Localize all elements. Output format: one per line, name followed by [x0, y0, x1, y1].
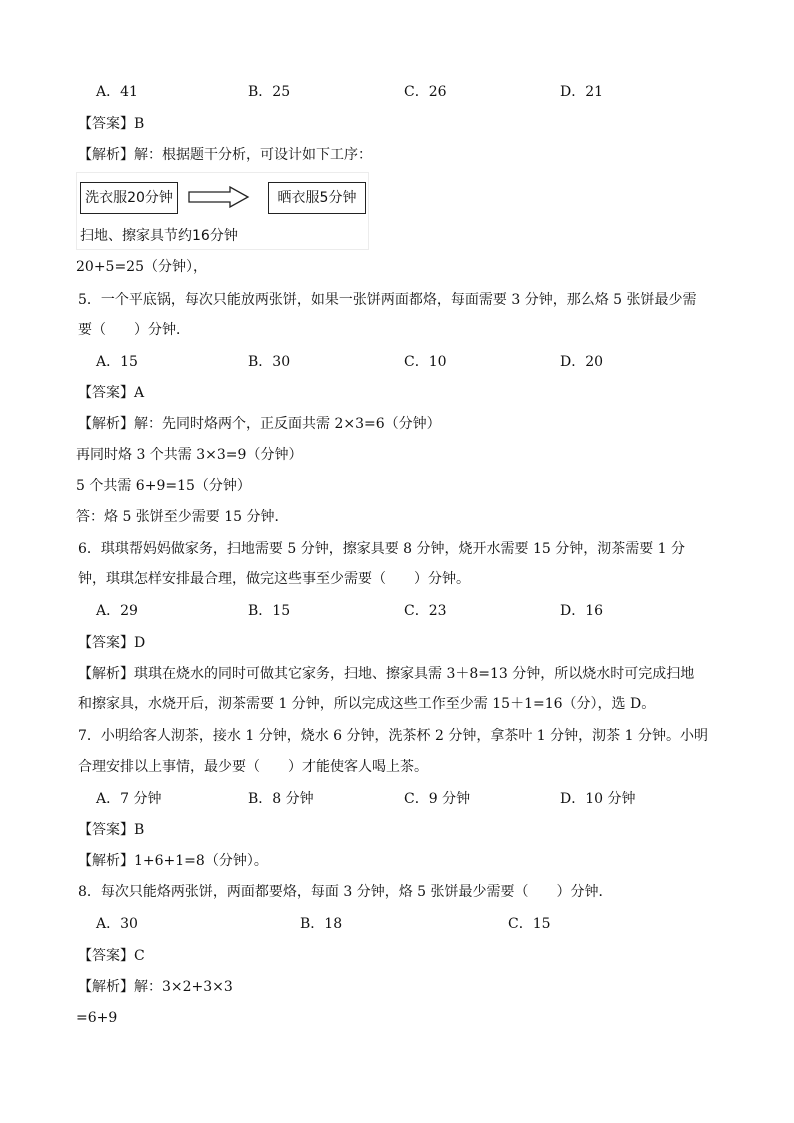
- q7-stem-line1: 7．小明给客人沏茶，接水 1 分钟，烧水 6 分钟，洗茶杯 2 分钟，拿茶叶 1 分钟，沏茶 1 分钟。小明: [78, 728, 708, 744]
- q5-analysis-line: [78, 414, 441, 434]
- analysis-tag: 【解析】: [78, 666, 134, 682]
- q4-option-c: C．26: [404, 84, 447, 100]
- analysis-tag: 【解析】: [78, 147, 134, 163]
- q6-option-b: B．15: [248, 603, 291, 619]
- diagram-box-dry: 晒衣服5分钟: [268, 182, 366, 214]
- q4-answer-line: [78, 114, 144, 134]
- answer-tag: 【答案】: [78, 116, 134, 132]
- diagram-box-wash: 洗衣服20分钟: [80, 182, 178, 214]
- q8-analysis-line: [78, 977, 233, 997]
- q8-stem-line1: 8．每次只能烙两张饼，两面都要烙，每面 3 分钟，烙 5 张饼最少需要（ ）分钟．: [78, 884, 613, 900]
- q7-option-a: A．7 分钟: [96, 791, 162, 807]
- answer-tag: 【答案】: [78, 385, 134, 401]
- q5-stem-line1: 5．一个平底锅，每次只能放两张饼，如果一张饼两面都烙，每面需要 3 分钟，那么烙 5 张饼最少需: [78, 292, 697, 308]
- q7-analysis-line: [78, 851, 268, 871]
- q4-option-b: B．25: [248, 84, 291, 100]
- q5-answer-line: [78, 383, 144, 403]
- q7-option-b: B．8 分钟: [248, 791, 314, 807]
- q8-option-b: B．18: [300, 916, 343, 932]
- answer-value: B: [134, 116, 145, 132]
- q5-analysis-line2: 再同时烙 3 个共需 3×3=9（分钟）: [76, 447, 303, 463]
- analysis-text: 解：先同时烙两个，正反面共需 2×3=6（分钟）: [134, 416, 441, 432]
- q5-option-d: D．20: [560, 354, 604, 370]
- analysis-text: 解：根据题干分析，可设计如下工序：: [134, 147, 372, 163]
- q4-analysis-line: [78, 145, 372, 165]
- answer-value: A: [134, 385, 145, 401]
- answer-value: B: [134, 822, 145, 838]
- q5-analysis-line3: 5 个共需 6+9=15（分钟）: [76, 478, 251, 494]
- right-arrow-icon: [188, 186, 250, 208]
- q8-analysis-line2: =6+9: [76, 1010, 118, 1026]
- q7-option-d: D．10 分钟: [560, 791, 636, 807]
- answer-value: D: [134, 635, 146, 651]
- q6-stem-line2: 钟，琪琪怎样安排最合理，做完这些事至少需要（ ）分钟。: [78, 571, 470, 587]
- q4-result: 20+5=25（分钟），: [76, 259, 207, 275]
- q4-option-a: A．41: [96, 84, 138, 100]
- q6-stem-line1: 6．琪琪帮妈妈做家务，扫地需要 5 分钟，擦家具要 8 分钟，烧开水需要 15 分钟，沏茶需要 1 分: [78, 541, 686, 557]
- q7-stem-line2: 合理安排以上事情，最少要（ ）才能使客人喝上茶。: [78, 759, 428, 775]
- q6-option-a: A．29: [96, 603, 138, 619]
- q4-option-d: D．21: [560, 84, 604, 100]
- q6-option-d: D．16: [560, 603, 604, 619]
- q6-analysis-line2: 和擦家具，水烧开后，沏茶需要 1 分钟，所以完成这些工作至少需 15＋1=16（分），选 D。: [78, 696, 656, 712]
- analysis-tag: 【解析】: [78, 979, 134, 995]
- q6-option-c: C．23: [404, 603, 447, 619]
- answer-tag: 【答案】: [78, 948, 134, 964]
- q6-answer-line: [78, 633, 145, 653]
- q6-analysis-line: [78, 664, 694, 684]
- q5-option-a: A．15: [96, 354, 138, 370]
- q8-option-c: C．15: [508, 916, 551, 932]
- analysis-tag: 【解析】: [78, 416, 134, 432]
- q5-option-b: B．30: [248, 354, 291, 370]
- analysis-tag: 【解析】: [78, 853, 134, 869]
- q7-answer-line: [78, 820, 144, 840]
- q8-answer-line: [78, 946, 145, 966]
- analysis-text: 解：3×2+3×3: [134, 979, 233, 995]
- q5-stem-line2: 要（ ）分钟．: [78, 322, 190, 338]
- q5-analysis-line4: 答：烙 5 张饼至少需要 15 分钟．: [76, 509, 289, 525]
- answer-value: C: [134, 948, 145, 964]
- q5-option-c: C．10: [404, 354, 447, 370]
- answer-tag: 【答案】: [78, 635, 134, 651]
- q7-option-c: C．9 分钟: [404, 791, 471, 807]
- analysis-text: 琪琪在烧水的同时可做其它家务，扫地、擦家具需 3＋8=13 分钟，所以烧水时可完成扫地: [134, 666, 695, 682]
- diagram-note: 扫地、擦家具节约16分钟: [80, 228, 238, 244]
- analysis-text: 1+6+1=8（分钟）。: [134, 853, 268, 869]
- answer-tag: 【答案】: [78, 822, 134, 838]
- q8-option-a: A．30: [96, 916, 138, 932]
